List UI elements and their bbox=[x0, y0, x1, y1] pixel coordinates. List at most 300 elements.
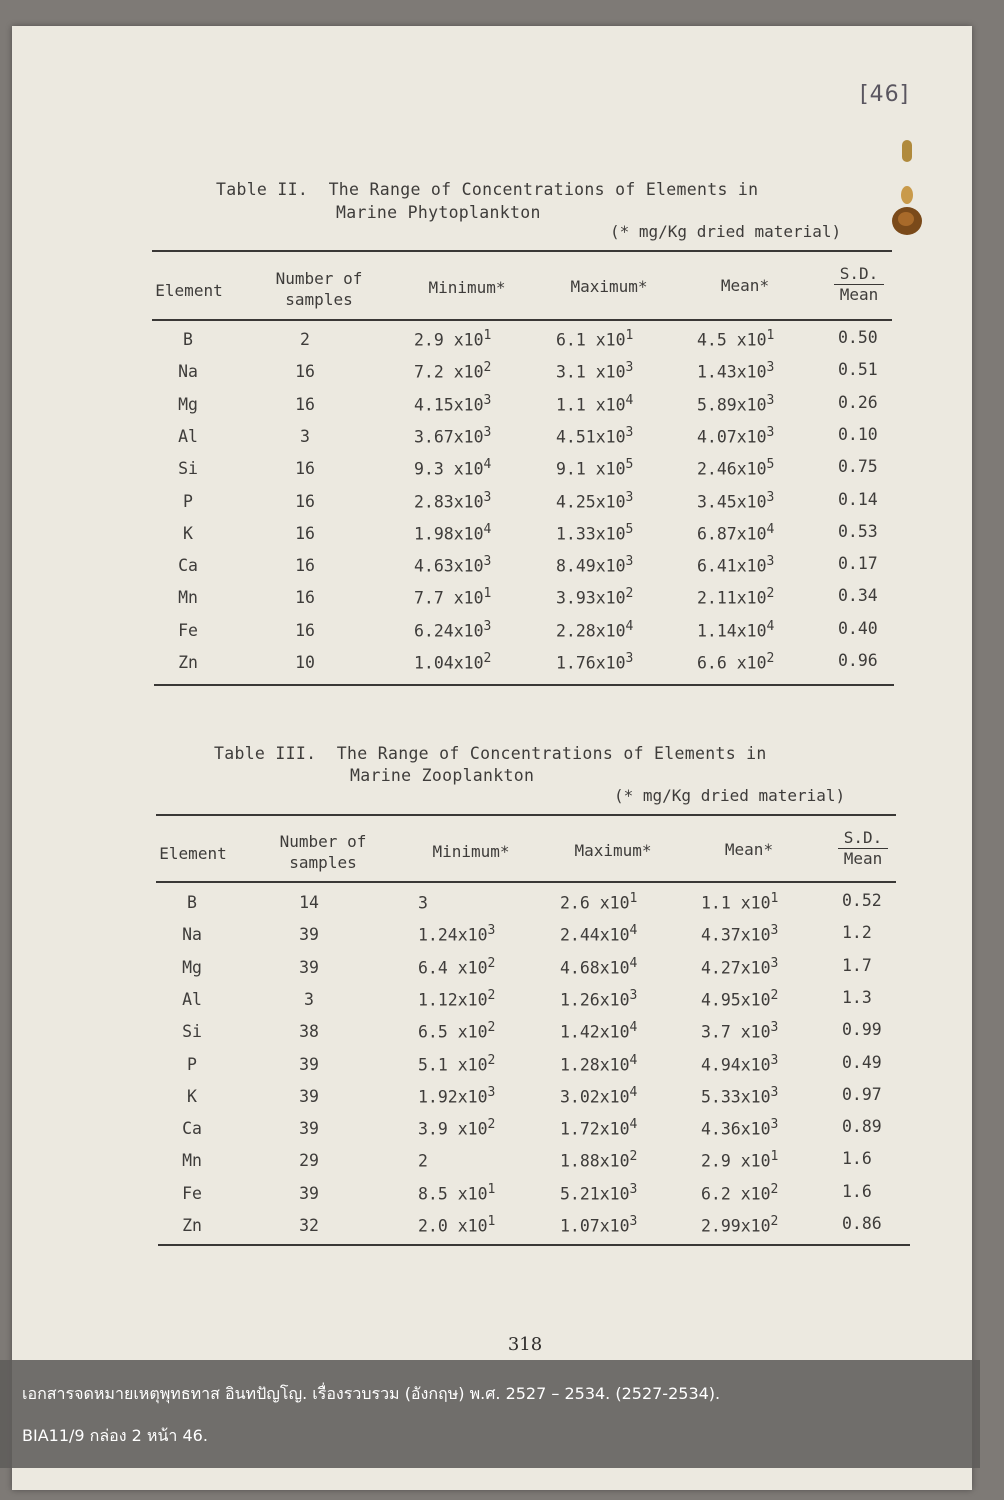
value-mantissa: 4.37x10 bbox=[701, 925, 771, 945]
cell-maximum bbox=[556, 360, 633, 382]
value-exponent: 3 bbox=[629, 1181, 638, 1197]
cell-minimum bbox=[418, 1053, 495, 1075]
value-mantissa: 7.2 x10 bbox=[414, 362, 484, 382]
table-rule-header bbox=[152, 319, 892, 321]
value-exponent: 2 bbox=[487, 1052, 496, 1068]
cell-element: Mn bbox=[178, 588, 198, 608]
value-mantissa: 4.36x10 bbox=[701, 1119, 771, 1139]
value-exponent: 3 bbox=[483, 618, 492, 634]
value-exponent: 3 bbox=[625, 651, 634, 666]
value-exponent: 1 bbox=[770, 1149, 779, 1165]
cell-sd-ratio: 0.89 bbox=[842, 1117, 882, 1137]
cell-mean bbox=[697, 651, 774, 673]
value-exponent: 1 bbox=[487, 1214, 496, 1229]
cell-mean bbox=[697, 393, 774, 415]
cell-mean bbox=[697, 425, 774, 447]
value-mantissa: 1.26x10 bbox=[560, 990, 630, 1010]
caption-line-2: BIA11/9 กล่อง 2 หน้า 46. bbox=[22, 1426, 208, 1445]
value-exponent: 3 bbox=[487, 923, 496, 939]
cell-minimum bbox=[414, 490, 491, 512]
value-exponent: 3 bbox=[629, 1214, 638, 1229]
value-exponent: 3 bbox=[629, 987, 638, 1003]
header-sd-mean: Mean bbox=[843, 849, 883, 868]
header-sd-mean: Mean bbox=[839, 285, 879, 304]
value-mantissa: 5.33x10 bbox=[701, 1087, 771, 1107]
cell-maximum bbox=[560, 1182, 637, 1204]
table-subtitle: Marine Zooplankton bbox=[350, 766, 535, 785]
value-exponent: 3 bbox=[625, 360, 634, 376]
cell-element: B bbox=[183, 330, 193, 349]
value-mantissa: 3.9 x10 bbox=[418, 1119, 488, 1139]
cell-maximum bbox=[556, 393, 633, 415]
value-mantissa: 9.1 x10 bbox=[556, 459, 626, 479]
value-mantissa: 1.04x10 bbox=[414, 653, 484, 673]
value-exponent: 3 bbox=[483, 392, 492, 408]
cell-maximum bbox=[560, 923, 637, 945]
cell-sd-ratio: 1.7 bbox=[842, 955, 872, 975]
stain-mark bbox=[898, 212, 914, 226]
cell-minimum bbox=[418, 1182, 495, 1204]
value-mantissa: 3.93x10 bbox=[556, 588, 626, 608]
cell-minimum bbox=[414, 619, 491, 641]
cell-sd-ratio: 0.34 bbox=[838, 586, 878, 606]
caption-line-1: เอกสารจดหมายเหตุพุทธทาส อินทปัญโญ. เรื่องรวบรวม (อังกฤษ) พ.ศ. 2527 – 2534. (2527-2534). bbox=[22, 1384, 721, 1403]
cell-number-of-samples: 16 bbox=[295, 523, 315, 543]
cell-mean bbox=[701, 1020, 778, 1042]
value-exponent: 3 bbox=[770, 1117, 779, 1133]
cell-sd-ratio: 0.86 bbox=[842, 1214, 882, 1233]
value-exponent: 4 bbox=[483, 521, 492, 537]
value-mantissa: 2.46x10 bbox=[697, 459, 767, 479]
cell-mean bbox=[697, 360, 774, 382]
cell-sd-ratio: 0.99 bbox=[842, 1020, 882, 1040]
cell-minimum bbox=[414, 360, 491, 382]
table-rule-top bbox=[152, 250, 892, 252]
value-exponent: 4 bbox=[483, 457, 492, 473]
cell-mean bbox=[697, 522, 774, 544]
cell-maximum bbox=[556, 425, 633, 447]
cell-maximum bbox=[560, 1085, 637, 1107]
value-mantissa: 6.5 x10 bbox=[418, 1022, 488, 1042]
cell-number-of-samples: 2 bbox=[300, 330, 310, 349]
value-exponent: 1 bbox=[487, 1181, 496, 1197]
value-mantissa: 2.6 x10 bbox=[560, 893, 630, 913]
cell-minimum bbox=[418, 923, 495, 945]
value-mantissa: 1.43x10 bbox=[697, 362, 767, 382]
cell-number-of-samples: 38 bbox=[299, 1022, 319, 1042]
unit-note: (* mg/Kg dried material) bbox=[614, 786, 846, 805]
value-mantissa: 4.68x10 bbox=[560, 958, 630, 978]
value-mantissa: 8.49x10 bbox=[556, 556, 626, 576]
value-mantissa: 2.28x10 bbox=[556, 621, 626, 641]
cell-maximum bbox=[556, 457, 633, 479]
value-exponent: 4 bbox=[766, 618, 775, 634]
header-maximum: Maximum* bbox=[574, 841, 652, 860]
table-title: Table III. The Range of Concentrations of Elements in bbox=[214, 744, 767, 763]
value-mantissa: 2.9 x10 bbox=[414, 330, 484, 350]
page-number: 318 bbox=[507, 1334, 543, 1355]
cell-number-of-samples: 16 bbox=[295, 556, 315, 576]
handwritten-page-note: [46] bbox=[860, 82, 910, 107]
value-mantissa: 6.4 x10 bbox=[418, 958, 488, 978]
value-exponent: 3 bbox=[625, 489, 634, 505]
header-sd-over-mean bbox=[834, 264, 884, 305]
cell-minimum bbox=[414, 586, 491, 608]
value-exponent: 4 bbox=[629, 1117, 638, 1133]
value-exponent: 4 bbox=[629, 1052, 638, 1068]
value-mantissa: 6.41x10 bbox=[697, 556, 767, 576]
value-mantissa: 1.1 x10 bbox=[701, 893, 771, 913]
value-exponent: 4 bbox=[625, 618, 634, 634]
cell-element: Al bbox=[178, 426, 198, 446]
cell-mean bbox=[697, 490, 774, 512]
value-exponent: 2 bbox=[766, 586, 775, 602]
value-exponent: 2 bbox=[487, 1020, 496, 1036]
value-mantissa: 6.6 x10 bbox=[697, 653, 767, 673]
value-mantissa: 4.5 x10 bbox=[697, 330, 767, 350]
cell-sd-ratio: 0.50 bbox=[838, 328, 878, 347]
cell-sd-ratio: 1.6 bbox=[842, 1181, 872, 1201]
cell-element: K bbox=[183, 523, 193, 543]
cell-element: P bbox=[183, 491, 193, 511]
header-number-line1: Number of bbox=[279, 832, 367, 851]
cell-maximum bbox=[560, 891, 637, 913]
unit-note: (* mg/Kg dried material) bbox=[610, 222, 842, 241]
cell-maximum bbox=[556, 554, 633, 576]
table-rule-header bbox=[156, 881, 896, 883]
value-exponent: 4 bbox=[629, 1084, 638, 1100]
value-mantissa: 5.89x10 bbox=[697, 395, 767, 415]
value-exponent: 3 bbox=[766, 489, 775, 505]
cell-minimum bbox=[414, 651, 491, 673]
value-exponent: 4 bbox=[629, 955, 638, 971]
cell-mean bbox=[697, 586, 774, 608]
value-exponent: 1 bbox=[766, 328, 775, 343]
cell-element: Si bbox=[178, 459, 198, 479]
value-mantissa: 7.7 x10 bbox=[414, 588, 484, 608]
value-exponent: 2 bbox=[487, 987, 496, 1003]
value-exponent: 3 bbox=[770, 923, 779, 939]
value-mantissa: 2.11x10 bbox=[697, 588, 767, 608]
cell-element: P bbox=[187, 1054, 197, 1074]
value-mantissa: 4.27x10 bbox=[701, 958, 771, 978]
header-number-line1: Number of bbox=[275, 269, 363, 288]
cell-element: Ca bbox=[182, 1119, 202, 1139]
cell-number-of-samples: 16 bbox=[295, 491, 315, 511]
cell-mean bbox=[697, 328, 774, 350]
cell-number-of-samples: 39 bbox=[299, 1183, 319, 1203]
value-mantissa: 2.83x10 bbox=[414, 492, 484, 511]
value-mantissa: 6.87x10 bbox=[697, 524, 767, 544]
value-mantissa: 4.63x10 bbox=[414, 556, 484, 576]
cell-minimum bbox=[414, 522, 491, 544]
value-exponent: 4 bbox=[629, 1020, 638, 1036]
table-rule-bottom bbox=[154, 684, 894, 686]
cell-sd-ratio: 0.51 bbox=[838, 360, 878, 380]
cell-number-of-samples: 39 bbox=[299, 925, 319, 945]
header-sd: S.D. bbox=[838, 828, 888, 849]
cell-element: Ca bbox=[178, 556, 198, 576]
header-maximum: Maximum* bbox=[570, 277, 648, 296]
cell-number-of-samples: 39 bbox=[299, 957, 319, 977]
value-exponent: 1 bbox=[629, 891, 638, 906]
value-mantissa: 3.1 x10 bbox=[556, 362, 626, 382]
header-number bbox=[260, 831, 386, 873]
value-mantissa: 1.88x10 bbox=[560, 1151, 630, 1171]
header-number-line2: samples bbox=[285, 290, 353, 309]
cell-mean bbox=[697, 554, 774, 576]
cell-mean bbox=[701, 1149, 778, 1171]
cell-sd-ratio: 0.75 bbox=[838, 457, 878, 477]
cell-element: Zn bbox=[178, 653, 198, 672]
cell-maximum bbox=[560, 1214, 637, 1236]
cell-mean bbox=[701, 1053, 778, 1075]
cell-element: Mg bbox=[178, 394, 198, 414]
value-exponent: 4 bbox=[629, 923, 638, 939]
table-title: Table II. The Range of Concentrations of Elements in bbox=[216, 180, 759, 199]
value-mantissa: 5.1 x10 bbox=[418, 1055, 488, 1074]
value-exponent: 2 bbox=[770, 1181, 779, 1197]
value-exponent: 3 bbox=[770, 955, 779, 971]
cell-minimum bbox=[414, 554, 491, 576]
value-mantissa: 3.7 x10 bbox=[701, 1022, 771, 1042]
value-mantissa: 2.0 x10 bbox=[418, 1216, 488, 1236]
value-mantissa: 8.5 x10 bbox=[418, 1184, 488, 1204]
value-exponent: 5 bbox=[625, 521, 634, 537]
value-mantissa: 2.44x10 bbox=[560, 925, 630, 945]
cell-maximum bbox=[556, 651, 633, 673]
cell-element: B bbox=[187, 893, 197, 912]
value-mantissa: 1.92x10 bbox=[418, 1087, 488, 1107]
cell-sd-ratio: 1.3 bbox=[842, 987, 872, 1007]
cell-element: Na bbox=[182, 925, 202, 945]
value-exponent: 3 bbox=[770, 1084, 779, 1100]
header-sd: S.D. bbox=[834, 264, 884, 285]
stain-mark bbox=[901, 186, 913, 204]
cell-maximum bbox=[556, 586, 633, 608]
value-mantissa: 4.94x10 bbox=[701, 1055, 771, 1074]
value-mantissa: 1.98x10 bbox=[414, 524, 484, 544]
value-exponent: 2 bbox=[483, 651, 492, 666]
cell-number-of-samples: 16 bbox=[295, 620, 315, 640]
value-mantissa: 4.51x10 bbox=[556, 427, 626, 447]
table-rule-bottom bbox=[158, 1244, 910, 1246]
value-exponent: 5 bbox=[766, 457, 775, 473]
value-exponent: 2 bbox=[770, 1214, 779, 1229]
value-exponent: 3 bbox=[766, 360, 775, 376]
value-mantissa: 4.95x10 bbox=[701, 990, 771, 1010]
cell-minimum bbox=[414, 457, 491, 479]
header-element: Element bbox=[159, 844, 227, 863]
cell-maximum bbox=[560, 1117, 637, 1139]
cell-sd-ratio: 0.17 bbox=[838, 554, 878, 574]
value-exponent: 4 bbox=[625, 392, 634, 408]
cell-mean bbox=[697, 457, 774, 479]
value-mantissa: 3.67x10 bbox=[414, 427, 484, 447]
value-mantissa: 1.33x10 bbox=[556, 524, 626, 544]
value-exponent: 2 bbox=[629, 1149, 638, 1165]
cell-number-of-samples: 16 bbox=[295, 362, 315, 382]
header-minimum: Minimum* bbox=[428, 278, 506, 297]
cell-minimum bbox=[418, 1149, 428, 1171]
stain-mark bbox=[902, 140, 912, 162]
cell-minimum bbox=[418, 988, 495, 1010]
cell-mean bbox=[697, 619, 774, 641]
cell-sd-ratio: 0.49 bbox=[842, 1052, 882, 1072]
cell-number-of-samples: 16 bbox=[295, 394, 315, 414]
cell-sd-ratio: 0.10 bbox=[838, 424, 878, 444]
cell-maximum bbox=[560, 988, 637, 1010]
cell-maximum bbox=[556, 522, 633, 544]
cell-mean bbox=[701, 1182, 778, 1204]
cell-maximum bbox=[560, 956, 637, 978]
cell-minimum bbox=[418, 1117, 495, 1139]
value-mantissa: 1.28x10 bbox=[560, 1055, 630, 1074]
value-exponent: 1 bbox=[483, 328, 492, 343]
table-subtitle: Marine Phytoplankton bbox=[336, 203, 541, 222]
cell-minimum bbox=[414, 328, 491, 350]
cell-maximum bbox=[560, 1053, 637, 1075]
value-exponent: 2 bbox=[487, 1117, 496, 1133]
cell-mean bbox=[701, 988, 778, 1010]
cell-number-of-samples: 39 bbox=[299, 1054, 319, 1074]
value-exponent: 2 bbox=[625, 586, 634, 602]
cell-minimum bbox=[418, 891, 428, 913]
cell-number-of-samples: 14 bbox=[299, 893, 319, 912]
header-mean: Mean* bbox=[724, 840, 774, 859]
value-mantissa: 1.24x10 bbox=[418, 925, 488, 945]
value-exponent: 4 bbox=[766, 521, 775, 537]
cell-number-of-samples: 29 bbox=[299, 1151, 319, 1171]
value-exponent: 1 bbox=[483, 586, 492, 602]
value-mantissa: 2.99x10 bbox=[701, 1216, 771, 1236]
value-mantissa: 3.02x10 bbox=[560, 1087, 630, 1107]
cell-element: Zn bbox=[182, 1216, 202, 1235]
cell-mean bbox=[701, 956, 778, 978]
value-exponent: 1 bbox=[770, 891, 779, 906]
cell-element: Fe bbox=[182, 1183, 202, 1203]
cell-minimum bbox=[418, 1020, 495, 1042]
cell-minimum bbox=[418, 1214, 495, 1236]
value-exponent: 3 bbox=[483, 554, 492, 570]
cell-mean bbox=[701, 923, 778, 945]
value-mantissa: 1.07x10 bbox=[560, 1216, 630, 1236]
value-mantissa: 6.1 x10 bbox=[556, 330, 626, 350]
cell-sd-ratio: 1.2 bbox=[842, 923, 872, 943]
cell-sd-ratio: 0.14 bbox=[838, 489, 878, 509]
cell-sd-ratio: 0.26 bbox=[838, 392, 878, 412]
value-mantissa: 4.07x10 bbox=[697, 427, 767, 447]
value-exponent: 5 bbox=[625, 457, 634, 473]
cell-number-of-samples: 39 bbox=[299, 1086, 319, 1106]
cell-sd-ratio: 0.97 bbox=[842, 1084, 882, 1104]
cell-maximum bbox=[556, 328, 633, 350]
cell-element: Na bbox=[178, 362, 198, 382]
value-mantissa: 6.2 x10 bbox=[701, 1184, 771, 1204]
cell-number-of-samples: 39 bbox=[299, 1119, 319, 1139]
cell-maximum bbox=[560, 1149, 637, 1171]
value-exponent: 2 bbox=[483, 360, 492, 376]
cell-minimum bbox=[414, 393, 491, 415]
cell-number-of-samples: 3 bbox=[304, 989, 314, 1009]
cell-number-of-samples: 16 bbox=[295, 459, 315, 479]
header-mean: Mean* bbox=[720, 276, 770, 295]
value-mantissa: 3 bbox=[418, 893, 428, 913]
value-mantissa: 4.15x10 bbox=[414, 395, 484, 415]
cell-mean bbox=[701, 891, 778, 913]
cell-number-of-samples: 10 bbox=[295, 653, 315, 672]
cell-element: Fe bbox=[178, 620, 198, 640]
value-mantissa: 1.14x10 bbox=[697, 621, 767, 641]
value-exponent: 3 bbox=[766, 424, 775, 440]
cell-element: K bbox=[187, 1086, 197, 1106]
cell-minimum bbox=[418, 956, 495, 978]
value-exponent: 3 bbox=[487, 1084, 496, 1100]
cell-sd-ratio: 1.6 bbox=[842, 1149, 872, 1169]
cell-maximum bbox=[560, 1020, 637, 1042]
header-number-line2: samples bbox=[289, 853, 357, 872]
value-exponent: 1 bbox=[625, 328, 634, 343]
value-mantissa: 2 bbox=[418, 1151, 428, 1171]
value-mantissa: 9.3 x10 bbox=[414, 459, 484, 479]
value-exponent: 3 bbox=[766, 554, 775, 570]
value-mantissa: 6.24x10 bbox=[414, 621, 484, 641]
cell-sd-ratio: 0.52 bbox=[842, 891, 882, 910]
cell-maximum bbox=[556, 619, 633, 641]
value-mantissa: 1.1 x10 bbox=[556, 395, 626, 415]
header-number bbox=[256, 268, 382, 310]
cell-minimum bbox=[414, 425, 491, 447]
value-mantissa: 1.76x10 bbox=[556, 653, 626, 673]
cell-number-of-samples: 3 bbox=[300, 426, 310, 446]
header-minimum: Minimum* bbox=[432, 842, 510, 861]
value-mantissa: 1.12x10 bbox=[418, 990, 488, 1010]
value-exponent: 3 bbox=[483, 424, 492, 440]
cell-number-of-samples: 16 bbox=[295, 588, 315, 608]
value-exponent: 3 bbox=[770, 1020, 779, 1036]
cell-sd-ratio: 0.96 bbox=[838, 651, 878, 670]
value-mantissa: 4.25x10 bbox=[556, 492, 626, 511]
cell-sd-ratio: 0.53 bbox=[838, 521, 878, 541]
value-exponent: 3 bbox=[483, 489, 492, 505]
cell-number-of-samples: 32 bbox=[299, 1216, 319, 1235]
value-exponent: 3 bbox=[625, 554, 634, 570]
cell-minimum bbox=[418, 1085, 495, 1107]
value-exponent: 3 bbox=[770, 1052, 779, 1068]
table-rule-top bbox=[156, 814, 896, 816]
cell-sd-ratio: 0.40 bbox=[838, 618, 878, 638]
cell-maximum bbox=[556, 490, 633, 512]
cell-mean bbox=[701, 1085, 778, 1107]
value-exponent: 3 bbox=[766, 392, 775, 408]
value-exponent: 2 bbox=[487, 955, 496, 971]
value-exponent: 2 bbox=[770, 987, 779, 1003]
value-mantissa: 1.42x10 bbox=[560, 1022, 630, 1042]
cell-element: Mn bbox=[182, 1151, 202, 1171]
value-mantissa: 2.9 x10 bbox=[701, 1151, 771, 1171]
header-sd-over-mean bbox=[838, 828, 888, 869]
cell-element: Si bbox=[182, 1022, 202, 1042]
value-mantissa: 5.21x10 bbox=[560, 1184, 630, 1204]
value-mantissa: 3.45x10 bbox=[697, 492, 767, 511]
cell-mean bbox=[701, 1214, 778, 1236]
cell-mean bbox=[701, 1117, 778, 1139]
value-exponent: 2 bbox=[766, 651, 775, 666]
value-exponent: 3 bbox=[625, 424, 634, 440]
archive-caption bbox=[0, 1360, 980, 1468]
value-mantissa: 1.72x10 bbox=[560, 1119, 630, 1139]
cell-element: Al bbox=[182, 989, 202, 1009]
